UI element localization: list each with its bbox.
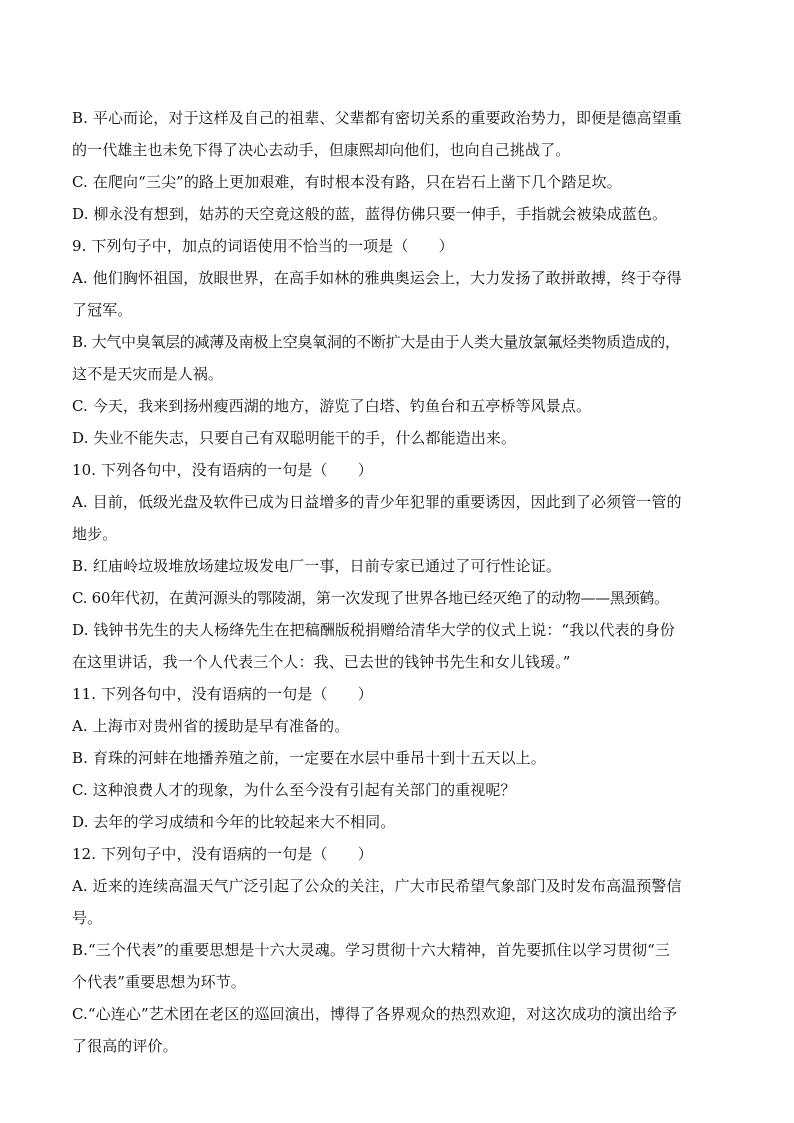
question-stem: 12. 下列句子中，没有语病的一句是（ ） [72,845,373,863]
text-line: D. 失业不能失志，只要自己有双聪明能干的手，什么都能造出来。 [72,429,517,447]
text-line: B.“三个代表”的重要思想是十六大灵魂。学习贯彻十六大精神，首先要抓住以学习贯彻“三 [72,941,670,959]
text-line: A. 他们胸怀祖国，放眼世界，在高手如林的雅典奥运会上，大力发扬了敢拼敢搏，终于夺得 [72,269,682,287]
text-line: 在这里讲话，我一个人代表三个人：我、已去世的钱钟书先生和女儿钱瑗。” [72,653,571,671]
text-line: 的一代雄主也未免下得了决心去动手，但康熙却向他们，也向自己挑战了。 [72,141,571,159]
text-line: 这不是天灾而是人祸。 [72,365,224,383]
question-stem: 11. 下列各句中，没有语病的一句是（ ） [72,685,373,703]
text-line: B. 育珠的河蚌在地播养殖之前，一定要在水层中垂吊十到十五天以上。 [72,749,546,767]
text-line: 号。 [72,909,103,927]
text-line: A. 近来的连续高温天气广泛引起了公众的关注，广大市民希望气象部门及时发布高温预警信 [72,877,682,895]
question-text [72,102,728,1062]
text-line: 个代表”重要思想为环节。 [72,973,246,991]
text-line: 了很高的评价。 [72,1037,178,1055]
text-line: B. 平心而论，对于这样及自己的祖辈、父辈都有密切关系的重要政治势力，即便是德高望重 [72,109,682,127]
text-line: C. 在爬向“三尖”的路上更加艰难，有时根本没有路，只在岩石上凿下几个踏足坎。 [72,173,622,191]
question-stem: 9. 下列句子中，加点的词语使用不恰当的一项是（ ） [72,237,454,255]
question-stem: 10. 下列各句中，没有语病的一句是（ ） [72,461,373,479]
text-line: A. 上海市对贵州省的援助是早有准备的。 [72,717,350,735]
text-line: C. 今天，我来到扬州瘦西湖的地方，游览了白塔、钓鱼台和五亭桥等风景点。 [72,397,592,415]
text-line: A. 目前，低级光盘及软件已成为日益增多的青少年犯罪的重要诱因，因此到了必须管一管的 [72,493,682,511]
text-line: C. 这种浪费人才的现象，为什么至今没有引起有关部门的重视呢？ [72,781,516,799]
text-line: D. 钱钟书先生的夫人杨绛先生在把稿酬版税捐赠给清华大学的仪式上说：“我以代表的身份 [72,621,675,639]
text-line: B. 大气中臭氧层的减薄及南极上空臭氧洞的不断扩大是由于人类大量放氯氟烃类物质造成的， [72,333,680,351]
text-line: C. 60年代初，在黄河源头的鄂陵湖，第一次发现了世界各地已经灭绝了的动物——黑颈鹤。 [72,589,669,607]
text-line: D. 去年的学习成绩和今年的比较起来大不相同。 [72,813,396,831]
text-line: 了冠军。 [72,301,133,319]
text-line: C.“心连心”艺术团在老区的巡回演出，博得了各界观众的热烈欢迎，对这次成功的演出给予 [72,1005,678,1023]
text-line: 地步。 [72,525,118,543]
text-line: B. 红庙岭垃圾堆放场建垃圾发电厂一事，日前专家已通过了可行性论证。 [72,557,561,575]
text-line: D. 柳永没有想到，姑苏的天空竟这般的蓝，蓝得仿佛只要一伸手，手指就会被染成蓝色。 [72,205,668,223]
